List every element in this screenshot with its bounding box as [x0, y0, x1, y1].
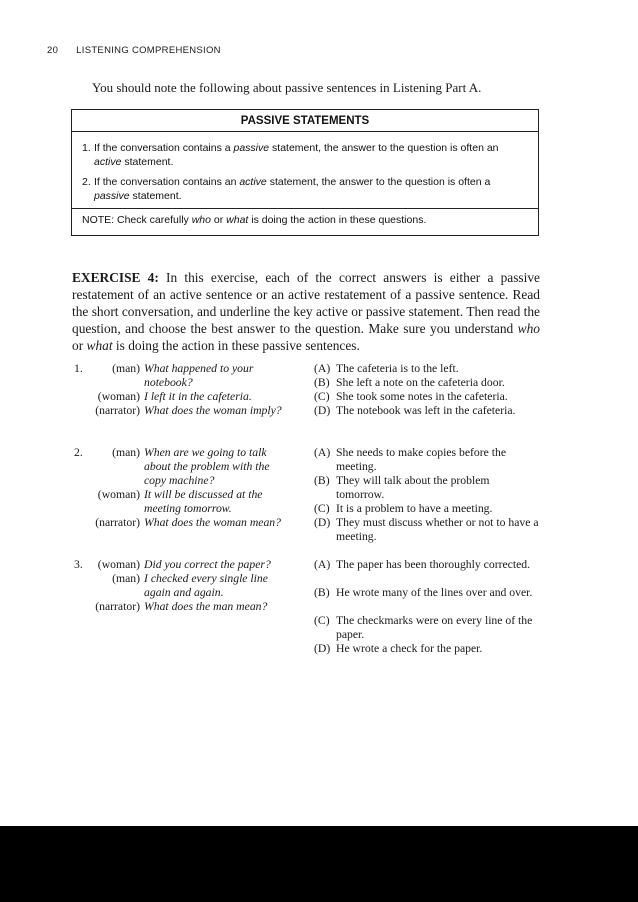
answer-option[interactable] — [314, 558, 539, 572]
passive-statements-box — [71, 109, 539, 236]
option-text: He wrote a check for the paper. — [336, 642, 483, 655]
line-text: I left it in the cafeteria. — [144, 390, 252, 403]
answer-option[interactable] — [314, 502, 539, 516]
text-part: statement, the answer to the question is often a — [266, 176, 491, 188]
speaker: (woman) — [97, 390, 140, 403]
line-text: It will be discussed at the meeting tomorrow. — [144, 488, 263, 515]
section-title: LISTENING COMPREHENSION — [76, 45, 221, 56]
option-text: He wrote many of the lines over and over. — [336, 586, 533, 599]
page-number: 20 — [47, 45, 59, 56]
text-part: statement, the answer to the question is often an — [269, 142, 499, 154]
answer-option[interactable] — [314, 474, 539, 502]
option-letter: (B) — [314, 586, 330, 599]
speaker: (woman) — [97, 558, 140, 571]
emphasis: passive — [94, 190, 130, 202]
emphasis: what — [86, 338, 113, 353]
emphasis: who — [517, 321, 540, 336]
speaker: (woman) — [97, 488, 140, 501]
emphasis: what — [226, 214, 249, 226]
speaker: (man) — [112, 572, 140, 585]
option-text: She took some notes in the cafeteria. — [336, 390, 508, 403]
answer-option[interactable] — [314, 446, 539, 474]
text-part: is doing the action in these questions. — [248, 214, 427, 226]
option-text: It is a problem to have a meeting. — [336, 502, 493, 515]
box-title: PASSIVE STATEMENTS — [72, 110, 538, 132]
option-text: The paper has been thoroughly corrected. — [336, 558, 531, 571]
option-letter: (A) — [314, 362, 331, 375]
exercise-instructions — [72, 269, 540, 354]
speaker: (man) — [112, 362, 140, 375]
answer-option[interactable] — [314, 614, 539, 642]
speaker: (narrator) — [95, 516, 140, 529]
answer-option[interactable] — [314, 390, 539, 404]
option-letter: (C) — [314, 390, 330, 403]
text-part: NOTE: Check carefully — [82, 214, 192, 226]
text-part: In this exercise, each of the correct answers is either a passive restatement of an active sentence or an active restatement of a passive sentence. Read the short conversation, and underline the key active or passive statement. Then read the question, and choose the best answer to the question. Make sure you understand — [72, 270, 541, 336]
page-header — [47, 45, 221, 56]
answer-option[interactable] — [314, 362, 539, 376]
question-number: 2. — [74, 446, 83, 459]
text-part: If the conversation contains an — [94, 176, 240, 188]
option-text: The checkmarks were on every line of the paper. — [336, 614, 533, 641]
answer-option[interactable] — [314, 404, 539, 418]
line-text: What does the man mean? — [144, 600, 268, 613]
item-text — [82, 141, 527, 169]
question-number: 3. — [74, 558, 83, 571]
line-text: What does the woman mean? — [144, 516, 281, 529]
option-text: She needs to make copies before the meeting. — [336, 446, 507, 473]
answer-option[interactable] — [314, 586, 539, 600]
emphasis: active — [94, 156, 122, 168]
line-text: What does the woman imply? — [144, 404, 282, 417]
text-part: If the conversation contains a — [94, 142, 234, 154]
speaker: (man) — [112, 446, 140, 459]
line-text: I checked every single line again and again. — [144, 572, 268, 599]
answer-option[interactable] — [314, 376, 539, 390]
option-letter: (C) — [314, 502, 330, 515]
text-part: statement. — [121, 156, 174, 168]
option-letter: (A) — [314, 446, 331, 459]
option-letter: (D) — [314, 516, 331, 529]
scan-edge-bar — [0, 826, 638, 902]
box-item-1 — [82, 141, 527, 169]
option-text: The cafeteria is to the left. — [336, 362, 459, 375]
text-part: or — [210, 214, 227, 226]
line-text: When are we going to talk about the problem with the copy machine? — [144, 446, 270, 487]
conversation-line — [84, 600, 354, 614]
emphasis: active — [239, 176, 267, 188]
option-letter: (A) — [314, 558, 331, 571]
item-number: 2. — [82, 176, 91, 188]
exercise-label: EXERCISE 4: — [72, 270, 159, 285]
speaker: (narrator) — [95, 600, 140, 613]
option-text: They will talk about the problem tomorrow. — [336, 474, 490, 501]
option-letter: (B) — [314, 474, 330, 487]
answer-option[interactable] — [314, 516, 539, 544]
line-text: Did you correct the paper? — [144, 558, 271, 571]
emphasis: who — [191, 214, 211, 226]
question-number: 1. — [74, 362, 83, 375]
intro-text: You should note the following about passive sentences in Listening Part A. — [92, 80, 482, 95]
line-text: What happened to your notebook? — [144, 362, 254, 389]
text-part: or — [72, 338, 87, 353]
option-text: The notebook was left in the cafeteria. — [336, 404, 516, 417]
option-text: She left a note on the cafeteria door. — [336, 376, 505, 389]
item-number: 1. — [82, 142, 91, 154]
answer-option[interactable] — [314, 642, 539, 656]
speaker: (narrator) — [95, 404, 140, 417]
item-text — [82, 175, 527, 203]
option-letter: (C) — [314, 614, 330, 627]
emphasis: passive — [233, 142, 270, 154]
text-part: is doing the action in these passive sentences. — [112, 338, 360, 353]
box-note — [72, 208, 538, 231]
option-letter: (D) — [314, 642, 331, 655]
text-part: statement. — [129, 190, 182, 202]
box-item-2 — [82, 175, 527, 203]
option-letter: (B) — [314, 376, 330, 389]
option-letter: (D) — [314, 404, 331, 417]
option-text: They must discuss whether or not to have a meeting. — [336, 516, 539, 543]
